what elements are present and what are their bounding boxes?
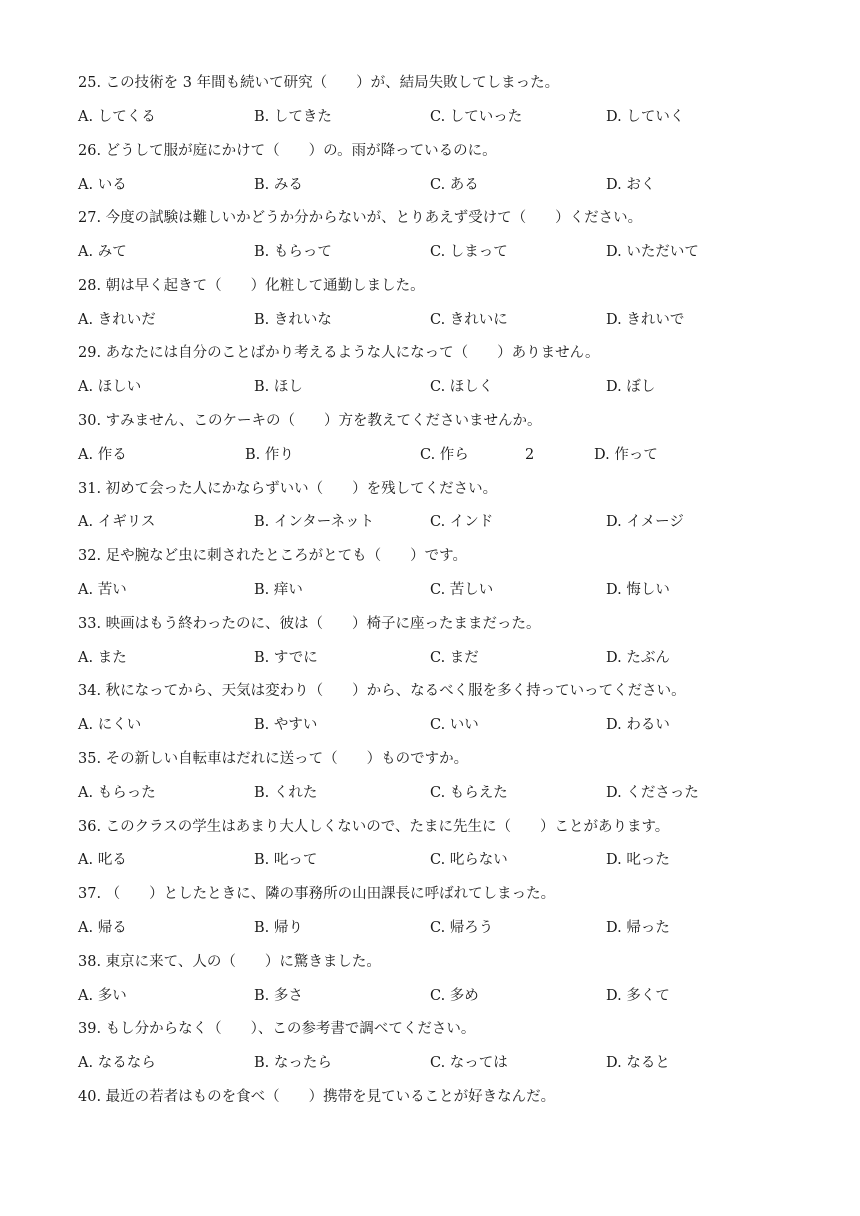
option-b[interactable]: B. もらって <box>254 244 332 260</box>
options-33 <box>0 649 860 667</box>
option-c[interactable]: C. なっては <box>430 1055 508 1071</box>
options-26 <box>0 176 860 194</box>
option-d[interactable]: D. していく <box>606 109 685 125</box>
option-b[interactable]: B. ほし <box>254 379 303 395</box>
option-d[interactable]: D. たぶん <box>606 650 670 666</box>
question-31: 31. 初めて会った人にかならずいい（ ）を残してください。 <box>78 481 498 497</box>
option-a[interactable]: A. にくい <box>78 717 142 733</box>
option-d[interactable]: D. なると <box>606 1055 670 1071</box>
question-36: 36. このクラスの学生はあまり大人しくないので、たまに先生に（ ）ことがあります。 <box>78 819 670 835</box>
options-38 <box>0 987 860 1005</box>
option-c[interactable]: C. ほしく <box>430 379 494 395</box>
option-b[interactable]: B. 多さ <box>254 988 303 1004</box>
option-c[interactable]: C. 帰ろう <box>430 920 494 936</box>
question-29: 29. あなたには自分のことばかり考えるような人になって（ ）ありません。 <box>78 345 600 361</box>
option-d[interactable]: D. 多くて <box>606 988 670 1004</box>
question-35: 35. その新しい自転車はだれに送って（ ）ものですか。 <box>78 751 469 767</box>
options-28 <box>0 311 860 329</box>
option-a[interactable]: A. 苦い <box>78 582 127 598</box>
question-40: 40. 最近の若者はものを食べ（ ）携帯を見ていることが好きなんだ。 <box>78 1089 556 1105</box>
option-c[interactable]: C. しまって <box>430 244 508 260</box>
option-d[interactable]: D. ぼし <box>606 379 656 395</box>
question-39: 39. もし分からなく（ ）、この参考書で調べてください。 <box>78 1021 476 1037</box>
option-b[interactable]: B. きれいな <box>254 312 332 328</box>
option-b[interactable]: B. インターネット <box>254 514 375 530</box>
option-d[interactable]: D. いただいて <box>606 244 699 260</box>
option-c[interactable]: C. いい <box>430 717 479 733</box>
option-b[interactable]: B. 作り <box>245 447 294 463</box>
option-d[interactable]: D. 帰った <box>606 920 670 936</box>
option-c[interactable]: C. 作ら <box>420 447 469 463</box>
options-34 <box>0 716 860 734</box>
options-30 <box>0 446 860 464</box>
options-35 <box>0 784 860 802</box>
options-36 <box>0 851 860 869</box>
option-a[interactable]: A. いる <box>78 177 127 193</box>
option-c[interactable]: C. していった <box>430 109 523 125</box>
option-b[interactable]: B. なったら <box>254 1055 332 1071</box>
options-32 <box>0 581 860 599</box>
option-a[interactable]: A. 帰る <box>78 920 127 936</box>
options-29 <box>0 378 860 396</box>
option-a[interactable]: A. もらった <box>78 785 156 801</box>
option-c[interactable]: C. まだ <box>430 650 479 666</box>
option-c[interactable]: C. インド <box>430 514 494 530</box>
option-b[interactable]: B. してきた <box>254 109 332 125</box>
option-a[interactable]: A. 作る <box>78 447 127 463</box>
option-b[interactable]: B. やすい <box>254 717 318 733</box>
options-27 <box>0 243 860 261</box>
option-b[interactable]: B. すでに <box>254 650 318 666</box>
option-b[interactable]: B. 痒い <box>254 582 303 598</box>
option-a[interactable]: A. きれいだ <box>78 312 156 328</box>
option-d[interactable]: D. 叱った <box>606 852 670 868</box>
question-32: 32. 足や腕など虫に刺されたところがとても（ ）です。 <box>78 548 468 564</box>
option-b[interactable]: B. くれた <box>254 785 318 801</box>
option-a[interactable]: A. 多い <box>78 988 127 1004</box>
option-b[interactable]: B. みる <box>254 177 303 193</box>
options-31 <box>0 513 860 531</box>
option-c[interactable]: C. 苦しい <box>430 582 494 598</box>
question-38: 38. 東京に来て、人の（ ）に驚きました。 <box>78 954 381 970</box>
options-37 <box>0 919 860 937</box>
option-c[interactable]: C. もらえた <box>430 785 508 801</box>
question-37: 37. （ ）としたときに、隣の事務所の山田課長に呼ばれてしまった。 <box>78 886 556 902</box>
option-d[interactable]: D. 悔しい <box>606 582 670 598</box>
option-a[interactable]: A. イギリス <box>78 514 156 530</box>
option-c[interactable]: C. 叱らない <box>430 852 508 868</box>
option-b[interactable]: B. 帰り <box>254 920 303 936</box>
option-c[interactable]: C. きれいに <box>430 312 508 328</box>
option-b[interactable]: B. 叱って <box>254 852 318 868</box>
question-27: 27. 今度の試験は難しいかどうか分からないが、とりあえず受けて（ ）ください。 <box>78 210 643 226</box>
option-a[interactable]: A. ほしい <box>78 379 142 395</box>
option-d[interactable]: D. わるい <box>606 717 670 733</box>
option-d[interactable]: D. くださった <box>606 785 699 801</box>
question-33: 33. 映画はもう終わったのに、彼は（ ）椅子に座ったままだった。 <box>78 616 541 632</box>
option-a[interactable]: A. してくる <box>78 109 156 125</box>
options-25 <box>0 108 860 126</box>
option-c[interactable]: C. ある <box>430 177 479 193</box>
option-a[interactable]: A. 叱る <box>78 852 127 868</box>
option-a[interactable]: A. みて <box>78 244 127 260</box>
option-d[interactable]: D. 作って <box>594 447 658 463</box>
option-d[interactable]: D. きれいで <box>606 312 685 328</box>
option-a[interactable]: A. また <box>78 650 127 666</box>
options-39 <box>0 1054 860 1072</box>
question-26: 26. どうして服が庭にかけて（ ）の。雨が降っているのに。 <box>78 143 497 159</box>
option-a[interactable]: A. なるなら <box>78 1055 156 1071</box>
option-c[interactable]: C. 多め <box>430 988 479 1004</box>
stray-mark: 2 <box>525 447 535 463</box>
option-d[interactable]: D. おく <box>606 177 656 193</box>
question-25: 25. この技術を 3 年間も続いて研究（ ）が、結局失敗してしまった。 <box>78 75 560 91</box>
question-28: 28. 朝は早く起きて（ ）化粧して通勤しました。 <box>78 278 425 294</box>
option-d[interactable]: D. イメージ <box>606 514 684 530</box>
question-34: 34. 秋になってから、天気は変わり（ ）から、なるべく服を多く持っていってください。 <box>78 683 686 699</box>
question-30: 30. すみません、このケーキの（ ）方を教えてくださいませんか。 <box>78 413 542 429</box>
